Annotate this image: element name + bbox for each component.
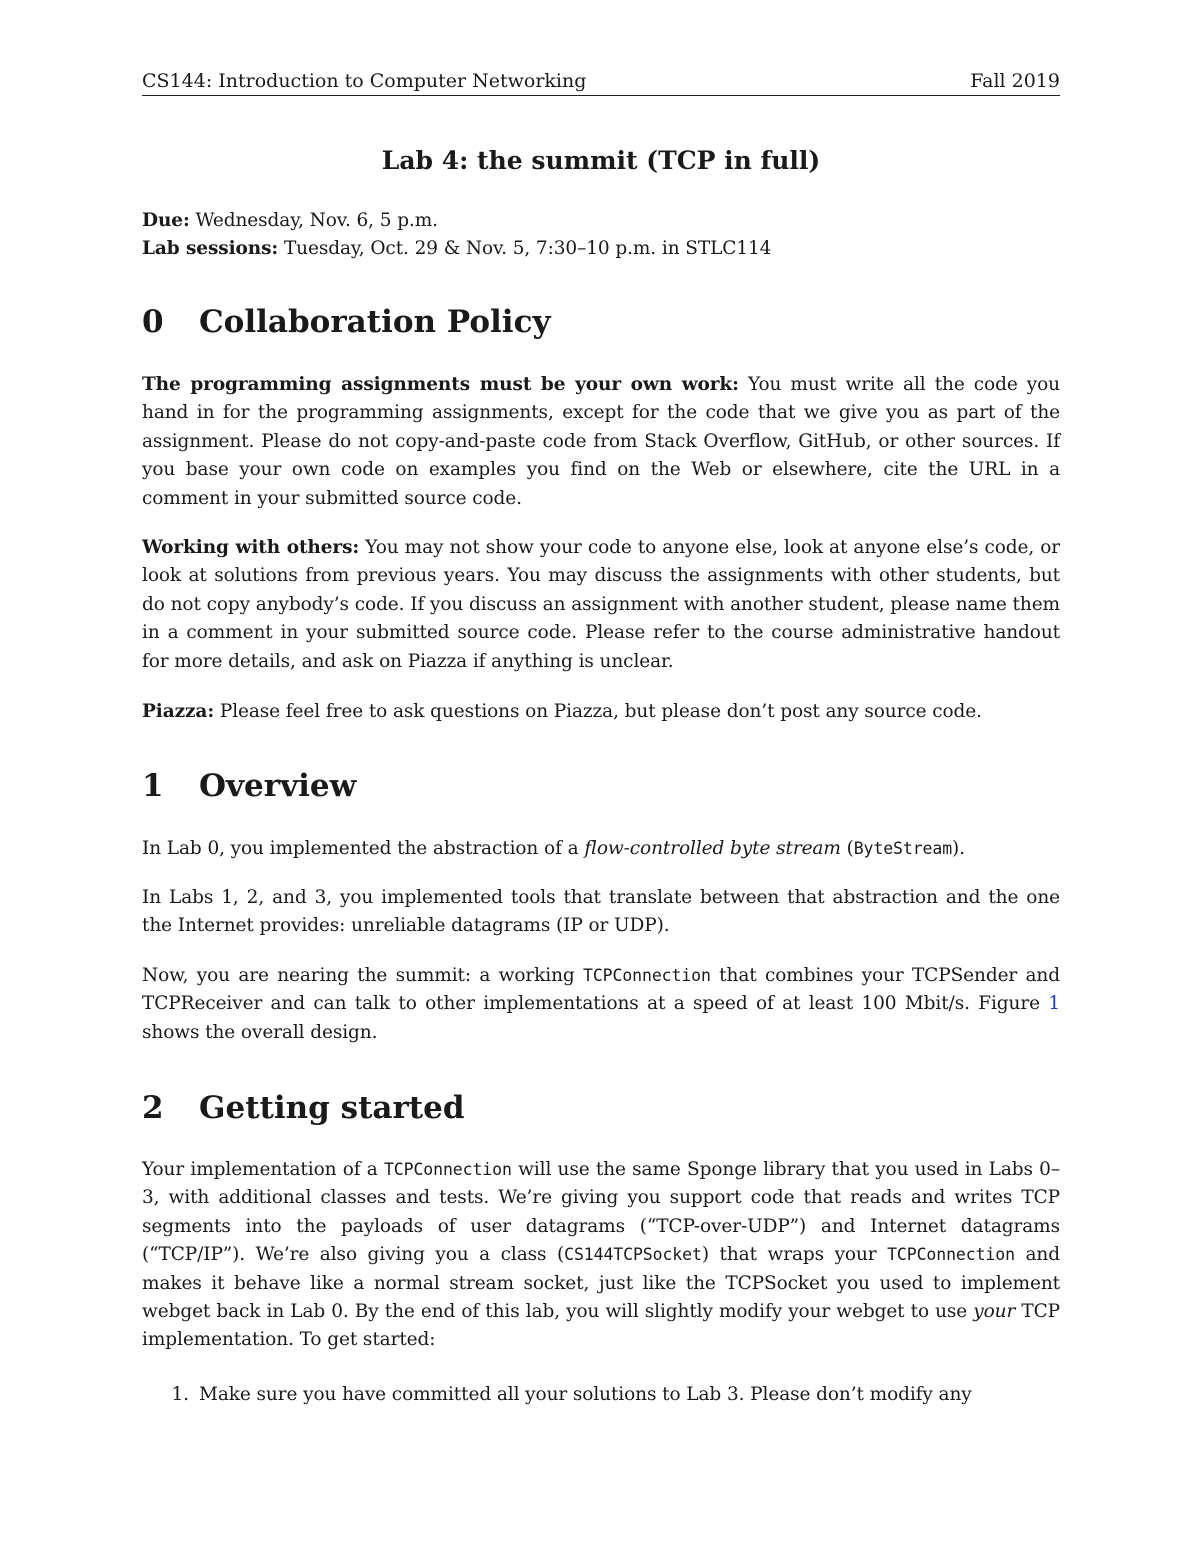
overview-paragraph-1 bbox=[142, 835, 1060, 863]
text-run: shows the overall design. bbox=[142, 1021, 378, 1043]
section-heading-1 bbox=[142, 768, 1060, 804]
code-text: ByteStream bbox=[853, 839, 953, 858]
course-name: CS144: Introduction to Computer Networking bbox=[142, 70, 587, 92]
text-run: that combines your TCPSender and TCPReceiver and can talk to other implementations at a speed of at least 100 Mbit/s. Figure bbox=[142, 965, 1060, 1015]
started-paragraph-1 bbox=[142, 1156, 1060, 1355]
overview-paragraph-2: In Labs 1, 2, and 3, you implemented tools that translate between that abstraction and the one the Internet provides: unreliable datagrams (IP or UDP). bbox=[142, 887, 1060, 937]
list-item-text: Make sure you have committed all your solutions to Lab 3. Please don’t modify any bbox=[199, 1384, 972, 1405]
title-text: Lab 4: the summit (TCP in full) bbox=[381, 146, 821, 175]
running-header bbox=[142, 70, 1060, 96]
emphasis-text: your bbox=[973, 1301, 1016, 1323]
list-marker: 1. bbox=[171, 1384, 189, 1405]
due-value: Wednesday, Nov. 6, 5 p.m. bbox=[195, 210, 438, 231]
code-text: CS144TCPSocket bbox=[564, 1245, 702, 1265]
emphasis-text: flow-controlled byte stream bbox=[584, 838, 841, 859]
section-heading-2 bbox=[142, 1090, 1060, 1126]
code-text: TCPConnection bbox=[887, 1245, 1015, 1265]
paragraph-lead: Piazza: bbox=[142, 701, 215, 722]
section-title: Getting started bbox=[199, 1090, 465, 1126]
overview-paragraph-3 bbox=[142, 962, 1060, 1047]
section-title: Collaboration Policy bbox=[199, 304, 551, 340]
text-run: and makes it behave like a normal stream socket, just like the TCPSocket you used to implement webget back in Lab 0. By the end of this lab, you will slightly modify your webget to use bbox=[142, 1244, 1060, 1323]
text-run: will use the same Sponge library that you used in Labs 0–3, with additional classes and tests. We’re giving you support code that reads and writes TCP segments into the payloads of user datagrams (“TCP-over-UDP”) and Internet datagrams (“TCP/IP”). We’re also giving you a class ( bbox=[142, 1159, 1060, 1266]
code-text: TCPConnection bbox=[582, 966, 711, 985]
figure-ref-link[interactable]: 1 bbox=[1048, 993, 1060, 1015]
text-run: Your implementation of a bbox=[142, 1159, 384, 1180]
sessions-value: Tuesday, Oct. 29 & Nov. 5, 7:30–10 p.m. in STLC114 bbox=[283, 238, 772, 259]
collab-paragraph-1 bbox=[142, 371, 1060, 513]
term: Fall 2019 bbox=[970, 70, 1060, 92]
due-label: Due: bbox=[142, 210, 190, 231]
paragraph-text: Please feel free to ask questions on Piazza, but please don’t post any source code. bbox=[214, 701, 982, 722]
sessions-line bbox=[142, 235, 1060, 263]
list-item bbox=[142, 1381, 1060, 1409]
document-title bbox=[142, 146, 1060, 175]
text-run: ) that wraps your bbox=[701, 1244, 888, 1266]
paragraph-lead: Working with others: bbox=[142, 537, 360, 558]
collab-paragraph-2 bbox=[142, 534, 1060, 676]
section-number: 0 bbox=[142, 304, 164, 340]
section-heading-0 bbox=[142, 304, 1060, 340]
text-run: In Lab 0, you implemented the abstraction of a bbox=[142, 838, 585, 859]
section-number: 1 bbox=[142, 768, 164, 804]
due-line bbox=[142, 207, 1060, 235]
text-run: ( bbox=[840, 838, 854, 859]
sessions-label: Lab sessions: bbox=[142, 238, 279, 259]
paragraph-text: You must write all the code you hand in for the programming assignments, except for the code that we give you as part of the assignment. Please do not copy-and-paste code from Stack Overflow, GitHub, or other sources. If you base your own code on examples you find on the Web or elsewhere, cite the URL in a comment in your submitted source code. bbox=[142, 374, 1060, 509]
text-run: ). bbox=[952, 838, 965, 859]
section-number: 2 bbox=[142, 1090, 164, 1126]
paragraph-lead: The programming assignments must be your own work: bbox=[142, 374, 739, 395]
text-run: TCP implementation. To get started: bbox=[142, 1301, 1060, 1351]
paragraph-text: You may not show your code to anyone else, look at anyone else’s code, or look at solutions from previous years. You may discuss the assignments with other students, but do not copy anybody’s code. If you discuss an assignment with another student, please name them in a comment in your submitted source code. Please refer to the course administrative handout for more details, and ask on Piazza if anything is unclear. bbox=[142, 537, 1060, 672]
section-title: Overview bbox=[199, 768, 357, 804]
text-run: Now, you are nearing the summit: a working bbox=[142, 965, 583, 986]
code-text: TCPConnection bbox=[383, 1160, 512, 1179]
collab-paragraph-3 bbox=[142, 698, 1060, 726]
